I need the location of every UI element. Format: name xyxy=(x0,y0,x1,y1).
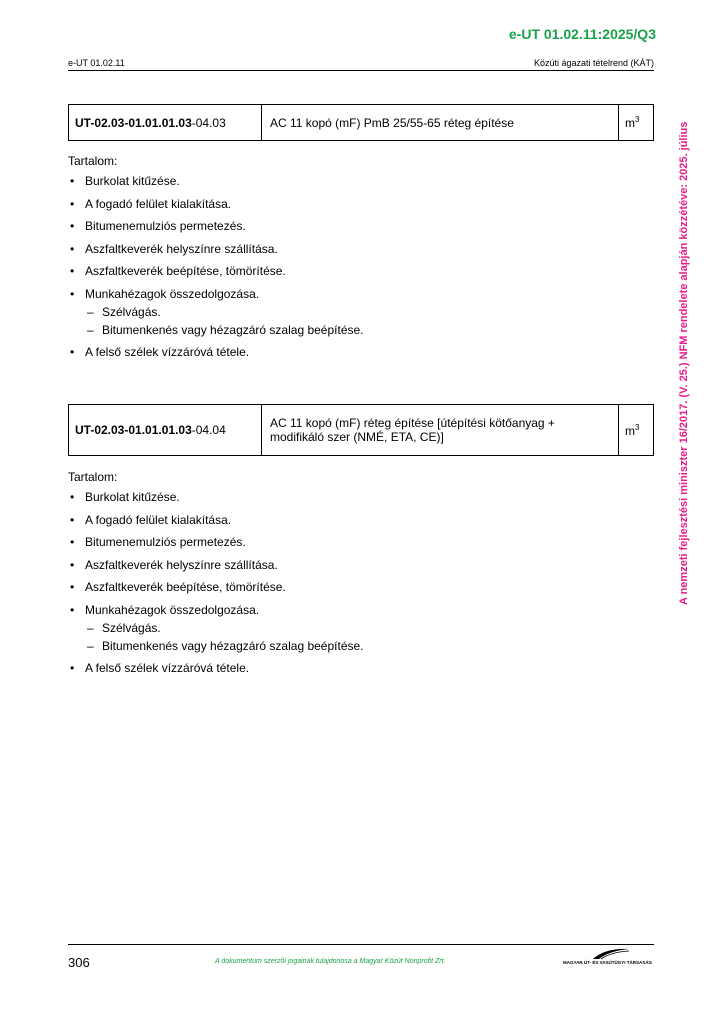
item-description: AC 11 kopó (mF) PmB 25/55-65 réteg építése xyxy=(262,105,619,141)
document-code: e-UT 01.02.11:2025/Q3 xyxy=(508,26,656,42)
sub-list-item: – Bitumenkenés vagy hézagzáró szalag beépítése. xyxy=(87,638,364,653)
sub-list-item: – Szélvágás. xyxy=(87,620,161,635)
list-item: • A felső szélek vízzáróvá tétele. xyxy=(70,345,250,359)
page-number: 306 xyxy=(68,955,90,970)
publisher-logo xyxy=(563,946,655,968)
running-header xyxy=(68,58,654,68)
header-left: e-UT 01.02.11 xyxy=(68,58,125,68)
list-item: • Munkahézagok összedolgozása. – Szélvágás. – Bitumenkenés vagy hézagzáró szalag beépítése. xyxy=(68,603,648,654)
item-code: UT-02.03-01.01.01.03-04.03 xyxy=(69,105,262,141)
copyright-notice: A dokumentum szerzői jogainak tulajdonosa a Magyar Közút Nonprofit Zrt. xyxy=(215,958,446,965)
list-item: • Munkahézagok összedolgozása. – Szélvágás. – Bitumenkenés vagy hézagzáró szalag beépítése. xyxy=(68,287,648,338)
list-item: • Burkolat kitűzése. xyxy=(70,490,180,504)
list-item: • A fogadó felület kialakítása. xyxy=(70,196,232,211)
logo-text: MAGYAR ÚT- ÉS VASÚTÜGYI TÁRSASÁG xyxy=(563,960,653,965)
list-item: • A fogadó felület kialakítása. xyxy=(70,512,232,527)
header-right: Közúti ágazati tételrend (KÁT) xyxy=(533,58,654,68)
item-code: UT-02.03-01.01.01.03-04.04 xyxy=(69,405,262,456)
sub-list-item: – Bitumenkenés vagy hézagzáró szalag beépítése. xyxy=(87,322,364,337)
content-section-1 xyxy=(68,154,648,368)
list-item: • A felső szélek vízzáróvá tétele. xyxy=(70,661,250,675)
content-label: Tartalom: xyxy=(68,470,118,484)
list-item: • Aszfaltkeverék helyszínre szállítása. xyxy=(70,557,278,572)
item-unit: $m^3$ xyxy=(619,405,654,456)
list-item: • Burkolat kitűzése. xyxy=(70,174,180,188)
content-label: Tartalom: xyxy=(68,154,118,168)
item-description: AC 11 kopó (mF) réteg építése [útépítési kötőanyag + modifikáló szer (NMÉ, ETA, CE)] xyxy=(262,405,619,456)
item-table-2 xyxy=(68,404,654,456)
item-table-1 xyxy=(68,104,654,141)
side-publication-note: A nemzeti fejlesztési miniszter 16/2017. (V. 25.) NFM rendelete alapján közzétéve: 2025. július xyxy=(678,121,690,605)
header-divider xyxy=(68,70,654,71)
content-section-2 xyxy=(68,470,648,684)
list-item: • Bitumenemulziós permetezés. xyxy=(70,535,246,549)
sub-list-item: – Szélvágás. xyxy=(87,304,161,319)
list-item: • Bitumenemulziós permetezés. xyxy=(70,219,246,233)
footer-divider xyxy=(68,944,654,945)
road-curve-logo-icon xyxy=(591,946,631,960)
list-item: • Aszfaltkeverék helyszínre szállítása. xyxy=(70,241,278,256)
item-unit: $m^3$ xyxy=(619,105,654,141)
list-item: • Aszfaltkeverék beépítése, tömörítése. xyxy=(70,580,286,594)
list-item: • Aszfaltkeverék beépítése, tömörítése. xyxy=(70,264,286,278)
